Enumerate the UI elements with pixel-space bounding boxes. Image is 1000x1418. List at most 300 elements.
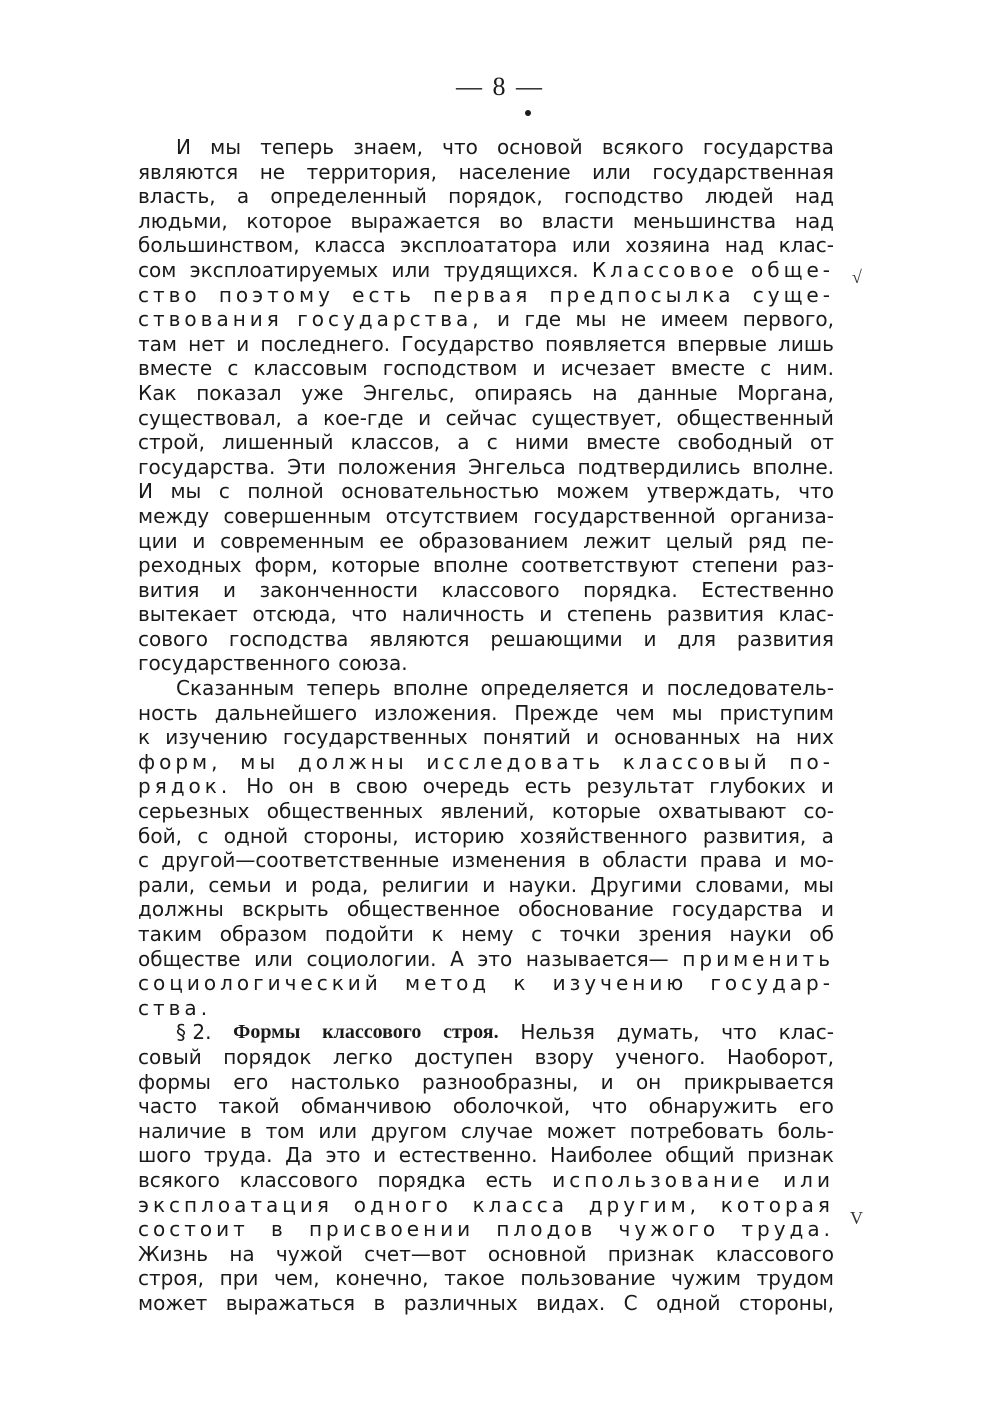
word: население: [458, 159, 571, 184]
word: государства.: [138, 454, 276, 479]
word: там: [138, 331, 177, 356]
word: ции: [138, 528, 178, 553]
word: Естественно: [701, 577, 834, 602]
text-line: [138, 1266, 834, 1291]
word: основанных: [614, 725, 741, 750]
word: к: [431, 922, 444, 946]
text-line: [138, 1143, 834, 1168]
text-line: [138, 283, 834, 308]
word: свободный: [677, 430, 793, 455]
spaced-emphasis-word: обще-: [751, 257, 834, 282]
spaced-emphasis-word: ства.: [138, 995, 212, 1020]
spaced-emphasis-word: по-: [789, 749, 834, 774]
text-line: [138, 1119, 834, 1144]
text-line: [138, 602, 834, 627]
text-line: [138, 873, 834, 898]
word: форм,: [254, 553, 319, 578]
word: словами,: [695, 872, 790, 897]
word: подойти: [324, 922, 414, 946]
spaced-emphasis-word: рядок.: [138, 774, 232, 799]
word: развития: [736, 626, 834, 651]
word: господством: [382, 356, 518, 381]
word: уже: [301, 380, 344, 405]
word: результат: [586, 774, 695, 799]
word: такой: [218, 1094, 280, 1119]
spaced-emphasis-word: ство: [138, 282, 201, 307]
word: законченности: [259, 577, 418, 602]
word: лишь: [778, 331, 834, 356]
text-line: [138, 233, 834, 258]
word: классового: [441, 577, 560, 602]
section-heading-word: классового: [322, 1021, 422, 1044]
word: лишенный: [222, 430, 334, 455]
word: с: [760, 356, 772, 381]
word: к: [138, 725, 151, 750]
word: государственная: [652, 159, 834, 184]
word: хозяйственного: [519, 823, 688, 848]
word: и: [284, 872, 298, 897]
word: которые: [551, 799, 641, 824]
word: совершенным: [223, 503, 372, 528]
text-line: [138, 971, 834, 996]
word: общественных: [266, 799, 423, 824]
word: общественный: [676, 405, 834, 430]
spaced-emphasis-word: которая: [720, 1192, 834, 1217]
word: И: [176, 135, 191, 159]
word: области: [602, 848, 688, 873]
word: разнообразны,: [422, 1069, 579, 1094]
word: общий: [665, 1143, 735, 1168]
spaced-emphasis-word: или: [783, 1167, 834, 1192]
word: нет: [188, 331, 226, 356]
word: теперь: [260, 135, 335, 159]
spaced-emphasis-word: предпосылка: [549, 282, 735, 307]
word: трудящихся.: [443, 257, 579, 282]
word: а: [236, 184, 250, 209]
word: и: [497, 307, 511, 332]
word: конечно,: [335, 1266, 429, 1291]
word: господства: [228, 626, 349, 651]
word: и: [192, 528, 206, 553]
word: есть: [524, 774, 572, 799]
text-line: [138, 184, 834, 209]
word: точки: [559, 922, 621, 946]
text-line: [138, 307, 834, 332]
word: шого: [138, 1143, 192, 1168]
word: которые: [331, 553, 420, 578]
word: трудом: [756, 1266, 834, 1291]
word: можем: [556, 479, 630, 504]
word: имеем: [660, 307, 729, 332]
word: ее: [379, 528, 404, 553]
word: случае: [460, 1118, 533, 1143]
text-line: [138, 258, 834, 283]
word: мы: [170, 479, 202, 504]
word: или: [254, 946, 293, 971]
text-line: [138, 1020, 834, 1045]
word: и: [418, 405, 432, 430]
spaced-emphasis-word: социологический: [138, 971, 382, 996]
word: это: [325, 1143, 361, 1168]
word: изложения.: [374, 700, 498, 725]
word: вскрыть: [241, 897, 329, 922]
word: А: [450, 946, 464, 971]
word: соответствуют: [521, 553, 679, 578]
word: и: [820, 774, 834, 799]
margin-check-mark-1: √: [852, 267, 862, 287]
word: легко: [332, 1044, 393, 1069]
word: приступим: [719, 700, 834, 725]
text-line: [138, 1168, 834, 1193]
word: наличность: [401, 602, 525, 627]
word: естественно.: [398, 1143, 538, 1168]
word: решающими: [490, 626, 623, 651]
word: в: [328, 774, 341, 799]
word: первого,: [742, 307, 834, 332]
text-line: [138, 381, 834, 406]
word: и: [585, 725, 599, 750]
word: общественное: [346, 897, 500, 922]
word: видах.: [536, 1290, 606, 1315]
word: где: [524, 307, 562, 332]
spaced-emphasis-word: первая: [433, 282, 532, 307]
spaced-emphasis-word: суще-: [752, 282, 834, 307]
word: часто: [138, 1094, 197, 1119]
word: изучению: [165, 725, 268, 750]
word: свою: [355, 774, 408, 799]
spaced-emphasis-word: мы: [240, 749, 280, 774]
section-heading-word: Формы: [233, 1021, 301, 1044]
word: появляется: [545, 331, 667, 356]
word: признак: [747, 1143, 834, 1168]
word: другой—соответственные: [161, 848, 440, 873]
word: хозяина: [625, 233, 711, 258]
text-line: [138, 1242, 834, 1267]
word: вместе: [586, 430, 661, 455]
word: исчезает: [560, 356, 656, 381]
word: отсюда,: [252, 602, 337, 627]
text-line: [138, 1094, 834, 1119]
word: или: [592, 159, 631, 184]
text-line: [138, 1217, 834, 1242]
word: обоснование: [518, 897, 654, 922]
word: таким: [138, 922, 203, 946]
word: государства: [702, 135, 834, 159]
word: чем,: [274, 1266, 320, 1291]
word: что: [351, 602, 388, 627]
word: что: [798, 479, 834, 504]
word: называется—: [525, 946, 669, 971]
word: союза.: [338, 651, 408, 676]
word: власти: [541, 208, 615, 233]
word: и: [223, 577, 236, 602]
word: настолько: [290, 1069, 400, 1094]
word: над: [724, 233, 765, 258]
word: определенный: [270, 184, 427, 209]
word: государственных: [282, 725, 468, 750]
word: его: [798, 1094, 834, 1119]
word: существовал,: [138, 405, 282, 430]
word: ученого.: [615, 1044, 706, 1069]
word: чужой: [275, 1241, 343, 1266]
word: кое-где: [323, 405, 404, 430]
word: мы: [671, 700, 703, 725]
word: всякого: [601, 135, 684, 159]
word: боль-: [777, 1118, 834, 1143]
text-line: [138, 430, 834, 455]
word: и: [641, 676, 655, 701]
word: классовым: [253, 356, 368, 381]
word: понятий: [482, 725, 571, 750]
word: а: [457, 430, 470, 455]
word: Нельзя: [520, 1020, 595, 1045]
word: не: [259, 159, 286, 184]
word: реходных: [138, 553, 242, 578]
word: на: [229, 1241, 255, 1266]
word: знаем,: [353, 135, 423, 159]
word: что: [721, 1020, 757, 1045]
spaced-emphasis-word: изучению: [552, 971, 688, 996]
word: во: [498, 208, 523, 233]
text-line: [138, 406, 834, 431]
text-line: [138, 529, 834, 554]
word: потребовать: [629, 1118, 764, 1143]
word: вполне: [432, 553, 509, 578]
word: основной: [487, 1241, 587, 1266]
word: с: [531, 922, 543, 946]
word: клас-: [778, 233, 834, 258]
word: том: [265, 1118, 305, 1143]
word: степени: [691, 553, 779, 578]
word: вытекает: [138, 602, 238, 627]
word: отсутствием: [385, 503, 519, 528]
word: одной: [223, 823, 289, 848]
word: вполне: [392, 676, 469, 701]
word: класса: [314, 233, 386, 258]
word: и: [643, 626, 657, 651]
word: и: [373, 1143, 387, 1168]
word: государственного: [138, 651, 331, 676]
word: классового: [239, 1167, 358, 1192]
word: Другими: [590, 872, 683, 897]
word: существует,: [531, 405, 663, 430]
text-line: [138, 135, 834, 160]
word: серьезных: [138, 799, 250, 824]
word: порядок: [223, 1044, 312, 1069]
word: рали,: [138, 872, 196, 897]
word: теперь: [306, 676, 381, 701]
text-line: [138, 676, 834, 701]
word: может: [546, 1118, 616, 1143]
word: обнаружить: [648, 1094, 778, 1119]
word: а: [296, 405, 309, 430]
word: утверждать,: [646, 479, 781, 504]
word: другом: [370, 1118, 448, 1143]
word: Эти: [287, 454, 326, 479]
word: не: [620, 307, 647, 332]
spaced-emphasis-word: форм,: [138, 749, 222, 774]
word: основой: [497, 135, 583, 159]
word: он: [288, 774, 314, 799]
word: вместе: [138, 356, 213, 381]
word: а: [821, 823, 834, 848]
word: Но: [246, 774, 274, 799]
word: между: [138, 503, 210, 528]
text-line: [138, 1291, 834, 1316]
word: большинством,: [138, 233, 300, 258]
word: строя,: [138, 1266, 204, 1291]
word: всякого: [138, 1167, 220, 1192]
spaced-emphasis-word: классовый: [622, 749, 771, 774]
word: степень: [566, 602, 653, 627]
word: подтвердились: [577, 454, 741, 479]
word: Энгельс,: [363, 380, 455, 405]
word: социологии.: [306, 946, 437, 971]
spaced-emphasis-word: исследовать: [426, 749, 604, 774]
text-line: [138, 627, 834, 652]
spaced-emphasis-word: должны: [297, 749, 408, 774]
word: Да: [285, 1143, 314, 1168]
word: он: [635, 1069, 662, 1094]
word: образом: [219, 922, 308, 946]
word: территория,: [306, 159, 437, 184]
word: основательностью: [341, 479, 539, 504]
spaced-emphasis-word: присвоении: [308, 1217, 475, 1242]
word: Прежде: [514, 700, 599, 725]
margin-check-mark-2: V: [850, 1208, 863, 1228]
word: и: [482, 872, 496, 897]
word: такое: [444, 1266, 505, 1291]
body-text: [138, 135, 834, 1316]
word: чем: [615, 700, 655, 725]
word: классов,: [350, 430, 441, 455]
text-line: [138, 332, 834, 357]
word: что: [442, 135, 478, 159]
spaced-emphasis-word: состоит: [138, 1217, 249, 1242]
word: строй,: [138, 430, 205, 455]
word: чужим: [671, 1266, 741, 1291]
word: различных: [403, 1290, 518, 1315]
word: для: [677, 626, 717, 651]
word: глубоких: [709, 774, 806, 799]
ink-dot: [525, 110, 531, 116]
word: с: [197, 823, 209, 848]
word: в: [578, 848, 591, 873]
word: определяется: [480, 676, 629, 701]
text-line: [138, 651, 834, 676]
word: стороны,: [303, 823, 399, 848]
word: являются: [138, 159, 239, 184]
word: это: [477, 946, 513, 971]
word: очередь: [422, 774, 510, 799]
text-line: [138, 356, 834, 381]
word: рода,: [311, 872, 369, 897]
word: развития: [666, 602, 764, 627]
text-line: [138, 1070, 834, 1095]
word: признак: [607, 1241, 695, 1266]
word: над: [794, 208, 834, 233]
word: образованием: [418, 528, 569, 553]
word: мы: [575, 307, 607, 332]
word: пе-: [801, 528, 834, 553]
word: порядка: [377, 1167, 466, 1192]
word: показал: [196, 380, 282, 405]
word: людей: [704, 184, 774, 209]
word: Моргана,: [737, 380, 834, 405]
word: мо-: [799, 848, 834, 873]
word: об: [809, 922, 834, 946]
word: и: [600, 1069, 614, 1094]
word: изменения: [451, 848, 566, 873]
word: целый: [665, 528, 734, 553]
text-line: [138, 701, 834, 726]
word: являются: [369, 626, 470, 651]
word: современным: [220, 528, 365, 553]
word: семьи: [208, 872, 272, 897]
word: господство: [563, 184, 684, 209]
spaced-emphasis-word: плодов: [496, 1217, 597, 1242]
word: эксплоатируемых: [189, 257, 379, 282]
text-line: [138, 553, 834, 578]
word: ним.: [786, 356, 834, 381]
spaced-emphasis-word: использование: [552, 1167, 764, 1192]
word: доступен: [414, 1044, 514, 1069]
section-heading-word: строя.: [443, 1021, 499, 1044]
word: государства: [671, 897, 803, 922]
word: думать,: [616, 1020, 700, 1045]
word: формы: [138, 1069, 211, 1094]
word: Наиболее: [550, 1143, 653, 1168]
word: власть,: [138, 184, 216, 209]
word: и: [532, 356, 546, 381]
text-line: [138, 947, 834, 972]
word: пользование: [520, 1266, 656, 1291]
word: обманчивою: [300, 1094, 432, 1119]
word: впервые: [677, 331, 767, 356]
word: с: [138, 848, 149, 873]
word: или: [391, 257, 431, 282]
text-line: [138, 455, 834, 480]
word: положения: [337, 454, 457, 479]
word: со-: [803, 799, 834, 824]
word: мы: [803, 872, 834, 897]
spaced-emphasis-word: труда.: [741, 1217, 834, 1242]
word: может: [138, 1290, 208, 1315]
word: людьми,: [138, 208, 228, 233]
spaced-emphasis-word: есть: [352, 282, 415, 307]
word: наличие: [138, 1118, 227, 1143]
word: или: [571, 233, 611, 258]
word: классового: [715, 1241, 834, 1266]
word: с: [486, 430, 498, 455]
word: ность: [138, 700, 198, 725]
word: выражаться: [225, 1290, 356, 1315]
text-line: [138, 897, 834, 922]
word: счет—вот: [364, 1241, 467, 1266]
word: И: [138, 479, 153, 504]
word: меньшинства: [632, 208, 777, 233]
word: охватывают: [658, 799, 787, 824]
word: эксплоататора: [400, 233, 558, 258]
text-line: [138, 578, 834, 603]
word: и: [774, 848, 788, 873]
word: что: [591, 1094, 628, 1119]
text-line: [138, 504, 834, 529]
word: Как: [138, 380, 177, 405]
word: одной: [656, 1290, 721, 1315]
word: с: [218, 479, 230, 504]
word: вместе: [670, 356, 746, 381]
